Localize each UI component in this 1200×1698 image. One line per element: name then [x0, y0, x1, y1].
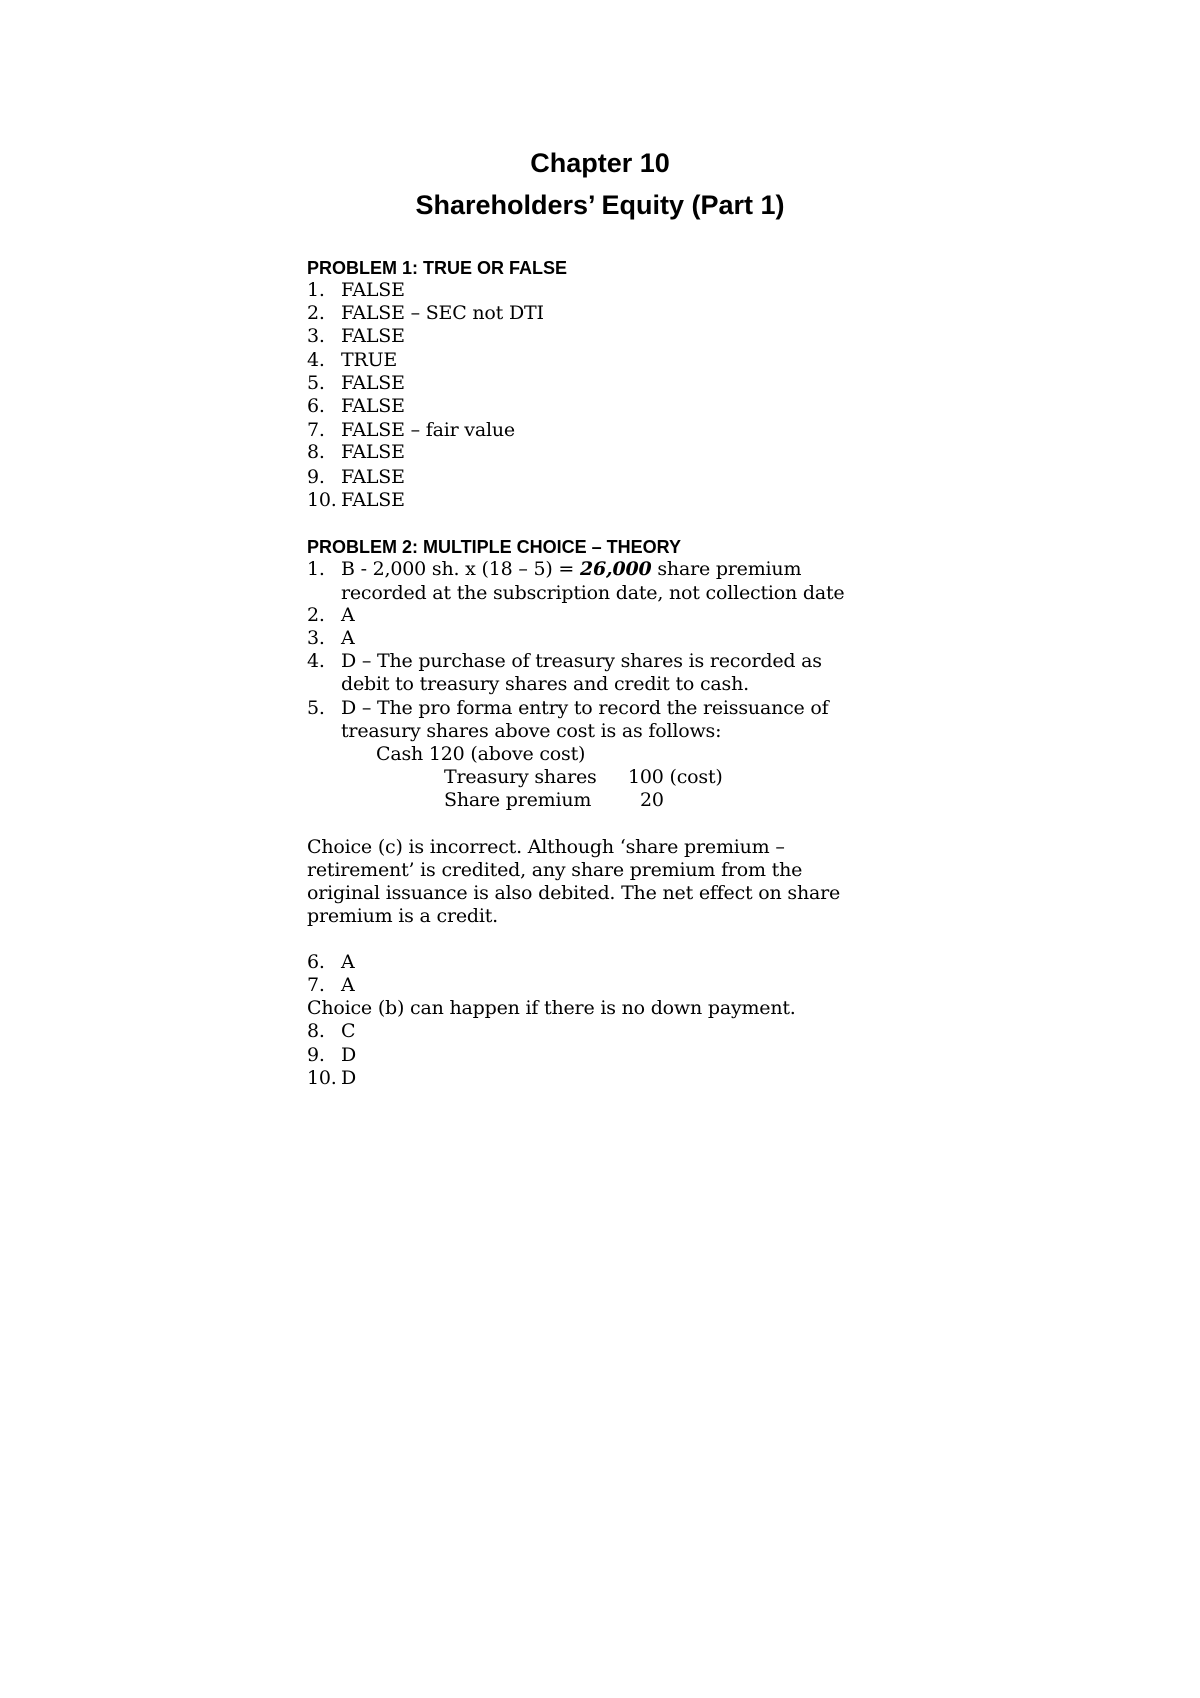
explanation-line: original issuance is also debited. The net effect on share [307, 882, 841, 904]
item-answer: FALSE [341, 279, 405, 301]
item-number: 1. [307, 558, 325, 580]
item-answer: D – The purchase of treasury shares is recorded as [341, 650, 822, 672]
explanation-line: retirement’ is credited, any share premium from the [307, 859, 803, 881]
item-answer: D – The pro forma entry to record the reissuance of [341, 697, 829, 719]
item-number: 1. [307, 279, 325, 301]
item-answer-emphasis: 26,000 [579, 558, 652, 580]
item-answer-prefix: B - 2,000 sh. x (18 – 5) = [341, 558, 580, 580]
list-item [307, 489, 405, 511]
item-continuation: recorded at the subscription date, not collection date [341, 582, 845, 604]
list-item [307, 558, 801, 580]
item-number: 5. [307, 372, 325, 394]
list-item [307, 650, 822, 672]
item-continuation: treasury shares above cost is as follows: [341, 720, 722, 742]
chapter-title: Chapter 10 [530, 148, 670, 178]
list-item [307, 604, 355, 626]
item-answer: FALSE [341, 466, 405, 488]
item-number: 10. [307, 1067, 337, 1089]
item-number: 8. [307, 1020, 325, 1042]
item-number: 3. [307, 325, 325, 347]
item-answer-suffix: share premium [651, 558, 802, 580]
explanation-line: Choice (b) can happen if there is no down payment. [307, 997, 796, 1019]
journal-entry-credit-account: Share premium [444, 789, 592, 811]
chapter-subtitle: Shareholders’ Equity (Part 1) [415, 190, 785, 220]
item-answer: FALSE [341, 372, 405, 394]
list-item [307, 951, 355, 973]
list-item [307, 1020, 355, 1042]
item-number: 6. [307, 395, 325, 417]
item-answer: A [341, 604, 355, 626]
problem2-heading: PROBLEM 2: MULTIPLE CHOICE – THEORY [307, 537, 682, 557]
item-answer: A [341, 951, 355, 973]
item-answer: D [341, 1044, 357, 1066]
item-answer: C [341, 1020, 356, 1042]
journal-entry-credit-account: Treasury shares [444, 766, 597, 788]
list-item [307, 419, 515, 441]
item-number: 7. [307, 419, 325, 441]
item-number: 2. [307, 604, 325, 626]
list-item [307, 466, 405, 488]
problem1-heading: PROBLEM 1: TRUE OR FALSE [307, 258, 568, 278]
explanation-line: premium is a credit. [307, 905, 498, 927]
list-item [307, 974, 355, 996]
item-answer: FALSE [341, 325, 405, 347]
list-item [307, 441, 405, 463]
item-number: 5. [307, 697, 325, 719]
item-number: 10. [307, 489, 337, 511]
list-item [307, 697, 829, 719]
journal-entry-credit-amount: 100 (cost) [628, 766, 723, 788]
item-answer: FALSE [341, 441, 405, 463]
list-item [307, 627, 355, 649]
item-number: 4. [307, 650, 325, 672]
item-number: 3. [307, 627, 325, 649]
item-answer: FALSE – fair value [341, 419, 515, 441]
item-answer: FALSE [341, 489, 405, 511]
item-number: 6. [307, 951, 325, 973]
item-answer: TRUE [341, 349, 398, 371]
item-answer: A [341, 627, 355, 649]
list-item [307, 1067, 356, 1089]
item-number: 9. [307, 466, 325, 488]
item-number: 4. [307, 349, 325, 371]
item-number: 2. [307, 302, 325, 324]
list-item [307, 349, 397, 371]
list-item [307, 1044, 356, 1066]
item-answer: FALSE – SEC not DTI [341, 302, 544, 324]
list-item [307, 395, 405, 417]
journal-entry-debit: Cash 120 (above cost) [376, 743, 586, 765]
list-item [307, 302, 544, 324]
item-answer: FALSE [341, 395, 405, 417]
explanation-line: Choice (c) is incorrect. Although ‘share premium – [307, 836, 785, 858]
item-number: 9. [307, 1044, 325, 1066]
item-number: 8. [307, 441, 325, 463]
journal-entry-credit-amount: 20 [640, 789, 664, 811]
list-item [307, 325, 405, 347]
item-continuation: debit to treasury shares and credit to cash. [341, 673, 749, 695]
list-item [307, 279, 405, 301]
item-answer: A [341, 974, 355, 996]
item-answer: D [341, 1067, 357, 1089]
list-item [307, 372, 405, 394]
item-number: 7. [307, 974, 325, 996]
